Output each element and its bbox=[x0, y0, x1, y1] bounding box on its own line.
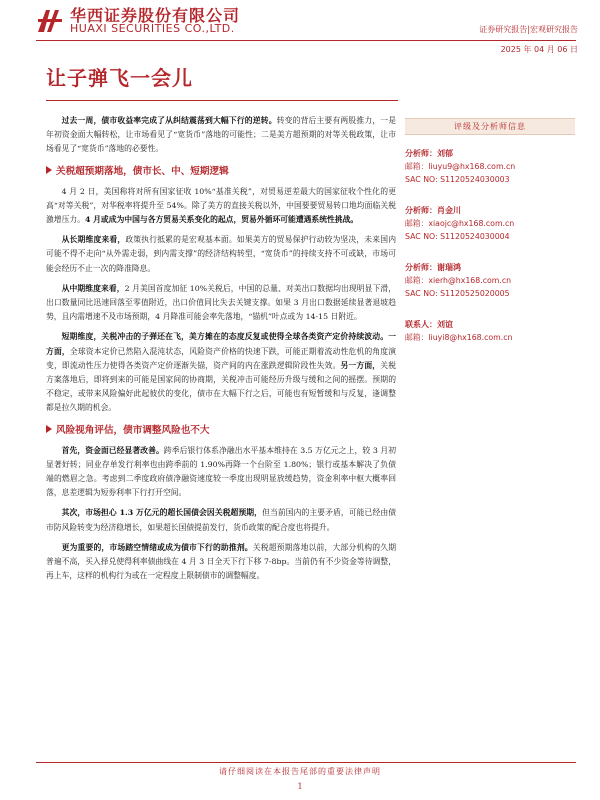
analyst-card bbox=[405, 204, 575, 243]
page-title: 让子弹飞一会儿 bbox=[46, 66, 193, 90]
report-date: 2025 年 04 月 06 日 bbox=[500, 45, 578, 54]
company-name-en: HUAXI SECURITIES CO.,LTD. bbox=[70, 22, 235, 35]
sentiment-lead: 更为重要的，市场踏空情绪或成为债市下行的助推剂。 bbox=[61, 542, 253, 552]
sidebar-title: 评级及分析师信息 bbox=[405, 118, 575, 135]
paragraph-liquidity bbox=[46, 444, 396, 501]
page-number: 1 bbox=[297, 782, 303, 791]
footer-divider bbox=[36, 762, 576, 763]
triangle-bullet-icon bbox=[46, 425, 52, 433]
paragraph-tariff bbox=[46, 185, 396, 228]
paragraph-long-term bbox=[46, 233, 396, 276]
analyst-email[interactable]: 邮箱：xiaojc@hx168.com.cn bbox=[405, 219, 515, 228]
intro-lead: 过去一周，债市收益率完成了从纠结震荡到大幅下行的逆转。 bbox=[61, 116, 277, 125]
paragraph-sentiment bbox=[46, 541, 396, 584]
liquidity-lead: 首先，资金面已经显著改善。 bbox=[61, 445, 164, 455]
company-name-cn: 华西证券股份有限公司 bbox=[70, 6, 241, 25]
liquidity-body: 跨季后银行体系净融出水平基本维持在 3.5 万亿元之上，较 3 月初显著好转；同业存单发行利率也由跨季前的 1.90%再降一个台阶至 1.80%；银行或基本解决了负债端的燃眉之急。考虑到二季度政府债净融资速度较一季度出现明显放缓趋势，资金利率中枢大概率回落，息差逻辑为短券利率下行打开空间。 bbox=[46, 445, 396, 498]
page-header bbox=[0, 0, 600, 40]
sentiment-body: 关税超预期落地以前，大部分机构的久期普遍不高，买入择兑使得利率债曲线在 4 月 3 日全天下行下移 7-8bp。当前仍有不少资金等待调整，再上车，这样的机构行为或在一定程度上限制债市的调整幅度。 bbox=[46, 542, 396, 581]
analyst-name: 分析师：肖金川 bbox=[405, 206, 461, 215]
tariff-body: 4 月 2 日，美国称将对所有国家征收 10%“基准关税”，对贸易逆差最大的国家征收个性化的更高“对等关税”，对华税率将提升至 54%。除了美方的直接关税以外，中国要要贸易转口地均面临关税激增压力。 bbox=[46, 186, 396, 225]
analyst-email[interactable]: 邮箱：xierh@hx168.com.cn bbox=[405, 276, 512, 285]
tariff-emphasis: 4 月或成为中国与各方贸易关系变化的起点，贸易外循环可能遭遇系统性挑战。 bbox=[84, 215, 359, 225]
analyst-sac: SAC NO: S1120524030004 bbox=[405, 232, 510, 241]
bonds-body: 但当前国内的主要矛盾，可能已经由债市防风险转变为经济稳增长，如果超长国债提前发行，货币政策的配合度也将提升。 bbox=[46, 508, 397, 532]
legal-notice: 请仔细阅读在本报告尾部的重要法律声明 bbox=[219, 767, 381, 776]
mid-term-lead: 从中期维度来看， bbox=[61, 283, 125, 293]
analyst-card bbox=[405, 261, 575, 300]
huaxi-logo-icon bbox=[36, 6, 64, 34]
paragraph-intro bbox=[46, 114, 396, 157]
short-term-body: 全球资本定价已然陷入混沌状态，风险资产价格的快速下跌，可能正期着流动性危机的角度演变，即流动性压力使得各类资产定价逐渐失锚，资产间的内在涨跌逻辑阶段性失效。 bbox=[46, 346, 396, 370]
paragraph-mid-term bbox=[46, 282, 396, 325]
section-heading-risk bbox=[46, 422, 396, 436]
title-divider bbox=[46, 100, 398, 101]
analyst-sac: SAC NO: S1120525020005 bbox=[405, 289, 510, 298]
paragraph-bonds bbox=[46, 506, 396, 534]
analyst-email[interactable]: 邮箱：liuyu9@hx168.com.cn bbox=[405, 162, 516, 171]
contact-name: 联系人：刘谊 bbox=[405, 320, 453, 329]
analyst-card bbox=[405, 147, 575, 186]
intro-body: 转变的背后主要有两股推力，一是年初资金面大幅转松，让市场看见了“宽货币”落地的可能性；二是美方超预期的对等关税政策，让市场看见了“宽货币”落地的必要性。 bbox=[46, 116, 397, 154]
report-type: 证券研究报告|宏观研究报告 bbox=[479, 25, 578, 34]
short-term-lead-2: 另一方面， bbox=[340, 360, 381, 370]
analyst-sidebar bbox=[405, 118, 575, 362]
contact-card bbox=[405, 318, 575, 344]
triangle-bullet-icon bbox=[46, 166, 52, 174]
analyst-sac: SAC NO: S1120524030003 bbox=[405, 175, 510, 184]
mid-term-body: 2 月美国首度加征 10%关税后，中国的总量、对美出口数据均出现明显下滑，出口数量同比迅速回落至零值附近，出口价值同比失去关键支撑。如果 3 月出口数据延续显著退坡趋势，且内需增速不及市场预期，4 月降准可能会率先落地，“锚机”叶点或为 14-15 日附近。 bbox=[46, 283, 397, 322]
section-title: 风险视角评估，债市调整风险也不大 bbox=[56, 424, 210, 436]
contact-email[interactable]: 邮箱：liuyi8@hx168.com.cn bbox=[405, 333, 513, 342]
header-divider bbox=[36, 40, 576, 41]
paragraph-short-term bbox=[46, 330, 396, 415]
analyst-name: 分析师：谢瑞鸿 bbox=[405, 263, 461, 272]
main-content bbox=[46, 114, 396, 589]
section-title: 关税超预期落地，债市长、中、短期逻辑 bbox=[56, 165, 229, 177]
section-heading-tariff bbox=[46, 163, 396, 177]
short-term-body-2: 关税方案落地后，即将到来的可能是国家间的协商期，关税冲击可能经历升级与缓和之间的摇摆。预期的不稳定，或带来风险偏好此起彼伏的变化，债市在大幅下行之后，可能也有短暂缓和与反复，逢调整都是拉久期的机会。 bbox=[46, 360, 397, 413]
long-term-lead: 从长期维度来看， bbox=[61, 235, 126, 245]
bonds-lead: 其次，市场担心 1.3 万亿元的超长国债会因关税超预期， bbox=[61, 508, 263, 518]
long-term-body: 政策执行抵累的是宏观基本面。如果美方的贸易保护行动较为坚决，未来国内可能不得不走向“从外需走弱，到内需支撑”的经济结构转型，“宽货币”的持续支持不可或缺，市场可能会经历不止一次的降准降息。 bbox=[46, 235, 397, 273]
short-term-lead: 短期维度，关税冲击的子弹还在飞，美方摊在的态度反复或使得全球各类资产定价持续波动。一方面， bbox=[46, 332, 396, 356]
analyst-name: 分析师：刘郁 bbox=[405, 149, 453, 158]
